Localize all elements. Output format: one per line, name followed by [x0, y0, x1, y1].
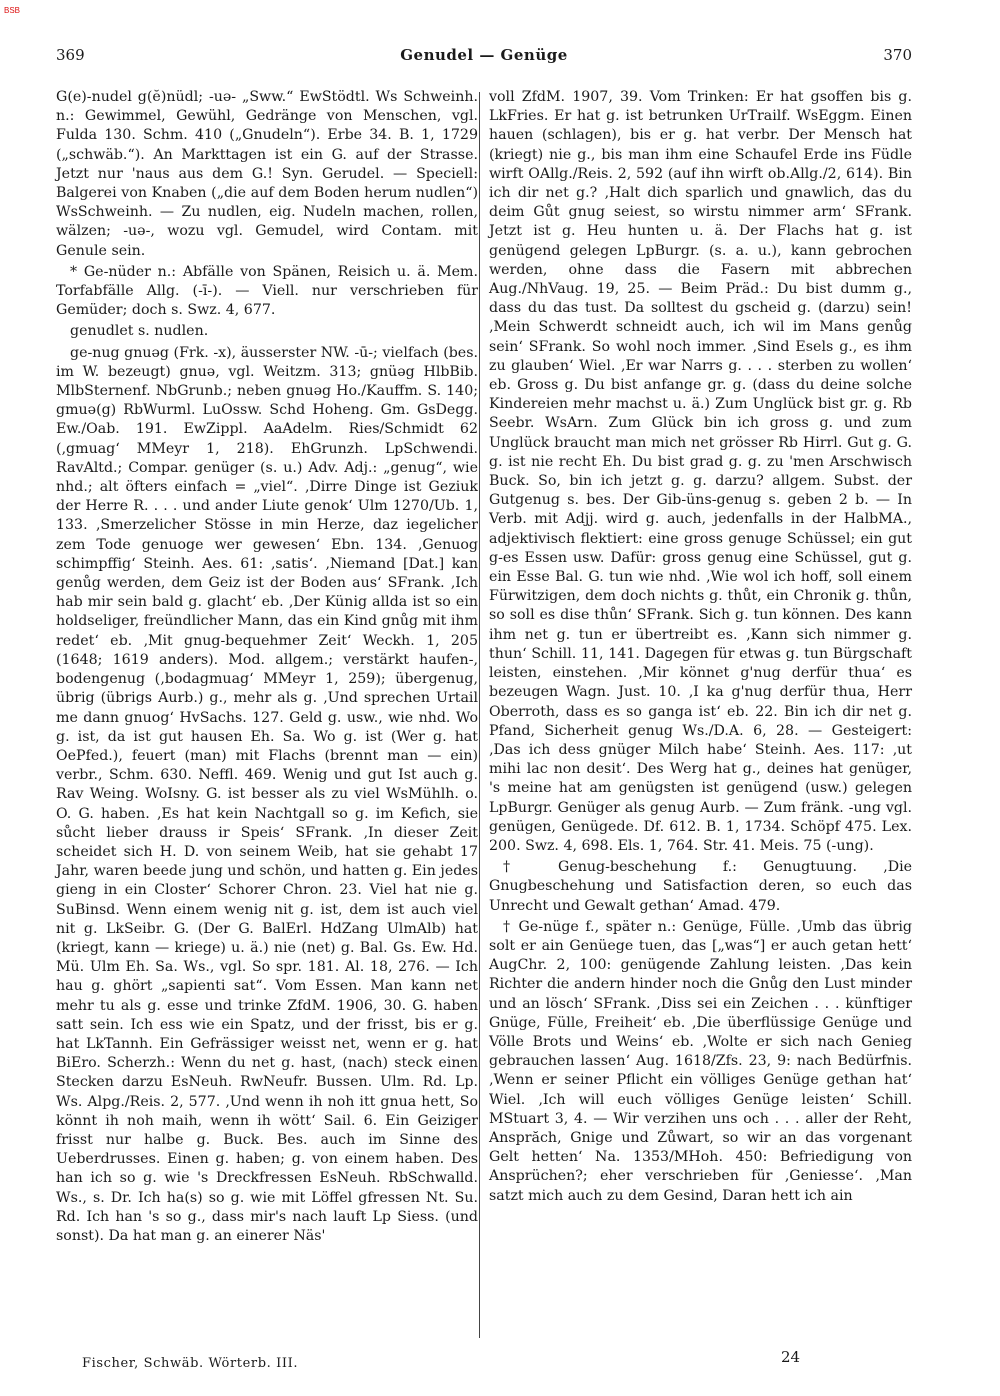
- right-column: [489, 88, 912, 1208]
- entry-genudel: G(e)-nudel g(ĕ)nüdl; -uə- „Sww.“ EwStödtl. Ws Schweinh. n.: Gewimmel, Gewühl, Gedränge von Menschen, vgl. Fulda 130. Schm. 410 („Gnudeln“). Erbe 34. B. 1, 1729 („schwäb.“). An Markttagen ist ein G. auf der Strasse. Jetzt nur 'naus aus dem G.! Syn. Gerudel. — Speciell: Balgerei von Knaben („die auf dem Boden herum nudlen“) WsSchweinh. — Zu nudlen, eig. Nudeln machen, rollen, wälzen; -uə-, wozu vgl. Gemudel, wird Contam. mit Genule sein.: [56, 89, 478, 259]
- library-stamp: BSB: [4, 6, 21, 15]
- page-number-right: 370: [883, 46, 912, 64]
- left-column: [56, 88, 478, 1248]
- footer-sheet-number: 24: [781, 1348, 801, 1366]
- page-number-left: 369: [56, 46, 85, 64]
- entry-genug: ge-nug gnuəg (Frk. -x), äusserster NW. -ū-; vielfach (bes. im W. bezeugt) gnuə, vgl. Weitzm. 313; gnüəg HlbBib. MlbSternenf. NbGrunb.; neben gnuəg Ho./Kauffm. S. 140; gmuə(g) RbWurml. LuOssw. Schd Hoheng. Gm. GsDegg. Ew./Oab. 191. EwZippl. AaAdelm. Ries/Schmidt 62 (‚gmuag‘ MMeyr 1, 218). EhGrunzh. LpSchwendi. RavAltd.; Compar. genüger (s. u.) Adv. Adj.: „genug“, wie nhd.; alt öfters einfach = „viel“. ‚Dirre Dinge ist Geziuk der Herre R. . . . und ander Liute genok‘ Ulm 1270/Ub. 1, 133. ‚Smerzelicher Stösse in min Herze, daz iegelicher zem Tode genuoge wer gewesen‘ Ebn. 134. ‚Genuog schimpffig‘ Steinh. Aes. 61: ‚satis‘. ‚Niemand [Dat.] kan genůg werden, dem Geiz ist der Boden aus‘ SFrank. ‚Ich hab mir sein bald g. glacht‘ eb. ‚Der Künig allda ist so ein holdseliger, freündlicher Mann, das ein Kind gnůg mit ihm redet‘ eb. ‚Mit gnug-bequehmer Zeit‘ Weckh. 1, 205 (1648; 1619 anders). Mod. allgem.; verstärkt haufen-, bodengenug (‚bodagmuag‘ MMeyr 1, 259); übergenug, übrig (übrigs Aurb.) g., mehr als g. ‚Und sprechen Urtail me dann gnuog‘ HvSachs. 127. Geld g. usw., wie nhd. Wo g. ist, da ist gut hausen Eh. Sa. Wo g. ist (Wer g. hat OePfed.), feuert (man) mit Flachs (brennt man — ein) verbr., Schm. 630. Neffl. 469. Wenig und gut Ist auch g. Rav Weing. WoIsny. G. ist besser als zu viel WsMühlh. o. O. G. haben. ‚Es hat kein Nachtgall so g. im Kefich, sie sůcht lieber drauss ir Speis‘ SFrank. ‚In dieser Zeit scheidet sich H. D. von seinem Weib, hat sie gehabt 17 Jahr, waren beede jung und schön, und hatten g. Ein jedes gieng in ein Closter‘ Schorer Chron. 23. Viel hat nie g. SuBinsd. Wenn einem wenig nit g. ist, dem ist auch viel nit g. LkSeibr. G. (Der G. BalErl. HdZang UlmAlb) hat (kriegt, kann — kriege) u. ä.) nie (net) g. Bal. Gs. Ew. Hd. Mü. Ulm Eh. Sa. Ws., vgl. So spr. 181. Al. 18, 276. — Ich hau g. ghört „sapienti sat“. Vom Essen. Man kann net mehr tu als g. esse und trinke ZfdM. 1906, 30. G. haben satt sein. Ich ess wie ein Spatz, und der frisst, bis er g. hat LkTannh. Ein Gefrässiger weisst net, wenn er g. hat BiEro. Scherzh.: Wenn du net g. hast, (nach) steck einen Stecken darzu EsNeuh. RwNeufr. Bussen. Ulm. Rd. Lp. Ws. Alpg./Reis. 2, 577. ‚Und wenn ih noh itt gnua hett, So könnt ih noh maih, wenn ih wött‘ Sail. 6. Ein Geiziger frisst nur halbe g. Buck. Bes. auch im Sinne des Ueberdrusses. Einen g. haben; g. von einem haben. Des han ich so g. wie 's Dreckfressen EsNeuh. RbSchwalld. Ws., s. Dr. Ich ha(s) so g. wie mit Löffel gfressen Nt. Su. Rd. Ich han 's so g., dass mir's nach lauft Lp Siess. (und sonst). Da hat man g. an einerer Näs': [56, 344, 478, 1244]
- entry-genudlet: genudlet s. nudlen.: [70, 323, 209, 340]
- entry-genueder: * Ge-nüder n.: Abfälle von Spänen, Reisich u. ä. Mem. Torfabfälle Allg. (-ī-). — Viell. nur verschrieben für Gemüder; doch s. Swz. 4, 677.: [56, 263, 478, 319]
- running-title: Genudel — Genüge: [400, 46, 568, 64]
- page-header: [56, 46, 912, 70]
- footer-author: Fischer, Schwäb. Wörterb. III.: [82, 1356, 299, 1371]
- column-divider: [479, 92, 480, 1338]
- entry-genug-continued: voll ZfdM. 1907, 39. Vom Trinken: Er hat gsoffen bis g. LkFries. Er hat g. ist betrunken UrTrailf. WsEggm. Einen hauen (schlagen), bis er g. hat verbr. Der Mensch hat (kriegt) nie g., bis man ihm eine Schaufel Erde ins Füdle wirft OAllg./Reis. 2, 592 (auf ihn wirft ob.Allg./2, 614). Bin ich dir net g.? ‚Halt dich sparlich und gnawlich, das du deim Gůt gnug seiest, so wirstu nimmer arm‘ SFrank. Jetzt ist g. Heu hunten u. ä. Der Flachs hat g. ist genügend gelegen LpBurgr. (s. a. u.), kann gebrochen werden, ohne dass die Fasern mit abbrechen Aug./NhVaug. 19, 25. — Beim Präd.: Du bist dumm g., dass du das tust. Da solltest du gscheid g. (darzu) sein! ‚Mein Schwerdt schneidt auch, ich wil im Mans genůg sein‘ SFrank. So wohl noch immer. ‚Sind Esels g., es ihm zu glauben‘ Wiel. ‚Er war Narrs g. . . . sterben zu wollen‘ eb. Gross g. Du bist anfange gr. g. (dass du deine solche Kindereien mehr machst u. ä.) Zum Unglück bist gr. g. Rb Seebr. WsArn. Zum Glück bin ich gross g. und zum Unglück braucht man mich net grösser Rb Hirrl. Gut g. G. g. ist nie recht Eh. Du bist grad g. g. zu 'men Arschwisch Buck. So, bin ich jetzt g. g. darzu? allgem. Subst. der Gutgenug s. bes. Der Gib-üns-genug s. geben 2 b. — In Verb. mit Adjj. wird g. auch, jedenfalls in der HalbMA., adjektivisch flektiert: eine gross genuge Schüssel; ein gut g-es Essen usw. Dafür: gross genug eine Schüssel, gut g. ein Esse Bal. G. tun wie nhd. ‚Wie wol ich hoff, soll einem Fürwitzigen, dem doch nichts g. thůt, ein Chronik g. thůn, so soll es dise thůn‘ SFrank. Sich g. tun können. Des kann ihm net g. tun er übertreibt es. ‚Kann sich nimmer g. thun‘ Schill. 11, 141. Dagegen für etwas g. tun Bürgschaft leisten, einstehen. ‚Mir könnet g'nug derfür thua‘ es bezeugen Wagn. Just. 10. ‚I ka g'nug derfür thua, Herr Oberroth, dass es so ganga ist‘ eb. 22. Bin ich dir net g. Pfand, Sicherheit genug Ws./D.A. 6, 28. — Gesteigert: ‚Das ich dess gnüger Milch habe‘ Steinh. Aes. 117: ‚ut mihi lac non desit‘. Des Werg hat g., deines hat genüger, 's meine hat am genügsten ist genügend (usw.) gelegen LpBurgr. Genüger als genug Aurb. — Zum fränk. -ung vgl. genügen, Genügede. Df. 612. B. 1, 1734. Schöpf 475. Lex. 200. Swz. 4, 698. Els. 1, 764. Str. 41. Meis. 75 (-ung).: [489, 89, 912, 854]
- entry-genug-beschehung: † Genug-beschehung f.: Genugtuung. ‚Die Gnugbeschehung und Satisfaction deren, so euch das Unrecht und Gewalt gethan‘ Amad. 479.: [489, 859, 912, 914]
- entry-genuege: † Ge-nüge f., später n.: Genüge, Fülle. ‚Umb das übrig solt er ain Genüege tuen, das [„was“] er auch getan hett‘ AugChr. 2, 100: genügende Zahlung leisten. ‚Das kein Richter die andern hinder noch die Gnůg den Lust minder und an lösch‘ SFrank. ‚Diss sei ein Zeichen . . . künftiger Gnüge, Fülle, Freiheit‘ eb. ‚Die überflüssige Genüge und Völle Brots und Weins‘ eb. ‚Wolte er sich nach Genieg gebrauchen lassen‘ Aug. 1618/Zfs. 23, 9: nach Bedürfnis. ‚Wenn er seiner Pflicht ein völliges Genüge gethan hat‘ Wiel. ‚Ich will euch völliges Genüge leisten‘ Schill. MStuart 3, 4. — Wir verzihen uns och . . . aller der Reht, Ansprăch, Gnige und Zůwart, so wir an das vorgenant Gelt hetten‘ Na. 1353/MHoh. 450: Befriedigung von Ansprüchen?; eher verschrieben für ‚Geniesse‘. ‚Man satzt mich auch zu dem Gesind, Daran hett ich ain: [489, 918, 912, 1204]
